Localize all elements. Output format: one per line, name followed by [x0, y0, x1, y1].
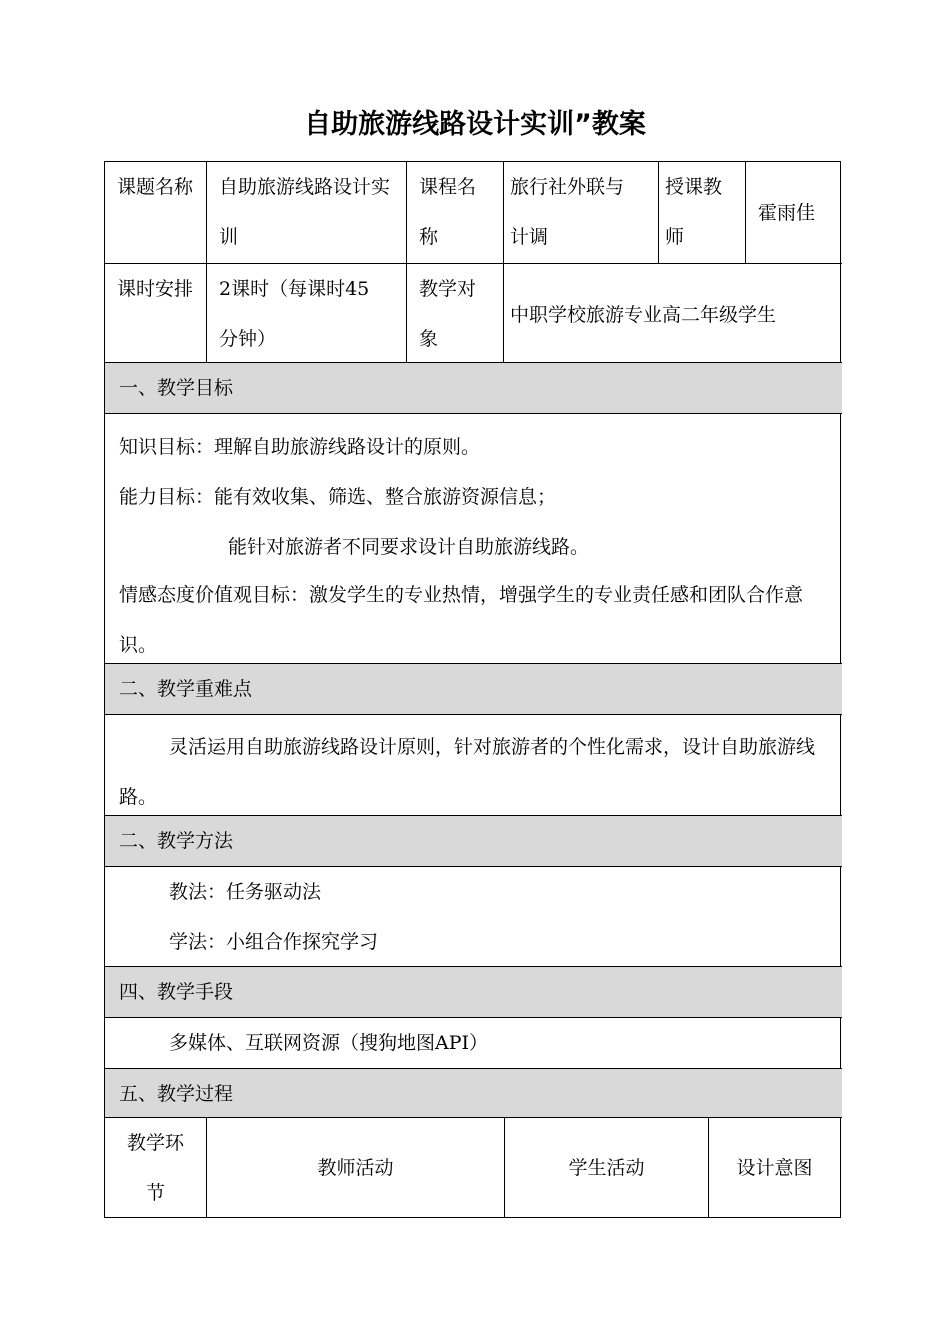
course-topic-label: 课题名称	[117, 176, 194, 198]
section-heading-process: 五、教学过程	[105, 1069, 842, 1117]
objective-emotion: 情感态度价值观目标：激发学生的专业热情，增强学生的专业责任感和团队合作意识。	[119, 584, 804, 656]
process-col-student: 学生活动	[504, 1118, 708, 1217]
section-heading-key-points: 二、教学重难点	[105, 664, 842, 714]
info-row-2	[105, 264, 842, 362]
hours-value: 2课时（每课时45分钟）	[206, 264, 406, 362]
teacher-value: 霍雨佳	[745, 162, 840, 263]
teacher-label: 授课教师	[658, 162, 745, 263]
hours-label: 课时安排	[117, 278, 194, 300]
divider	[105, 413, 842, 414]
objective-knowledge: 知识目标：理解自助旅游线路设计的原则。	[119, 436, 481, 458]
means-text: 多媒体、互联网资源（搜狗地图API）	[169, 1032, 489, 1054]
key-points-text: 灵活运用自助旅游线路设计原则，针对旅游者的个性化需求，设计自助旅游线路。	[119, 736, 816, 808]
objective-ability-1: 能力目标：能有效收集、筛选、整合旅游资源信息；	[119, 486, 557, 508]
course-name-value: 旅行社外联与计调	[503, 162, 658, 263]
divider	[105, 714, 842, 715]
process-col-teacher: 教师活动	[206, 1118, 504, 1217]
process-col-intent: 设计意图	[708, 1118, 840, 1217]
section-heading-means: 四、教学手段	[105, 967, 842, 1017]
section-heading-methods: 二、教学方法	[105, 816, 842, 866]
objective-ability-2: 能针对旅游者不同要求设计自助旅游线路。	[228, 536, 590, 558]
lesson-plan-table	[104, 161, 841, 1218]
method-learning: 学法：小组合作探究学习	[169, 931, 379, 953]
course-topic-value: 自助旅游线路设计实训	[206, 162, 406, 263]
audience-label: 教学对象	[406, 264, 503, 362]
document-title: 自助旅游线路设计实训”教案	[304, 109, 646, 140]
info-row-1	[105, 162, 842, 263]
process-header-row	[105, 1118, 842, 1217]
audience-value: 中职学校旅游专业高二年级学生	[503, 264, 840, 362]
method-teaching: 教法：任务驱动法	[169, 881, 322, 903]
course-name-label: 课程名称	[406, 162, 503, 263]
section-heading-objectives: 一、教学目标	[105, 363, 842, 413]
process-col-stage: 教学环节	[126, 1132, 184, 1204]
